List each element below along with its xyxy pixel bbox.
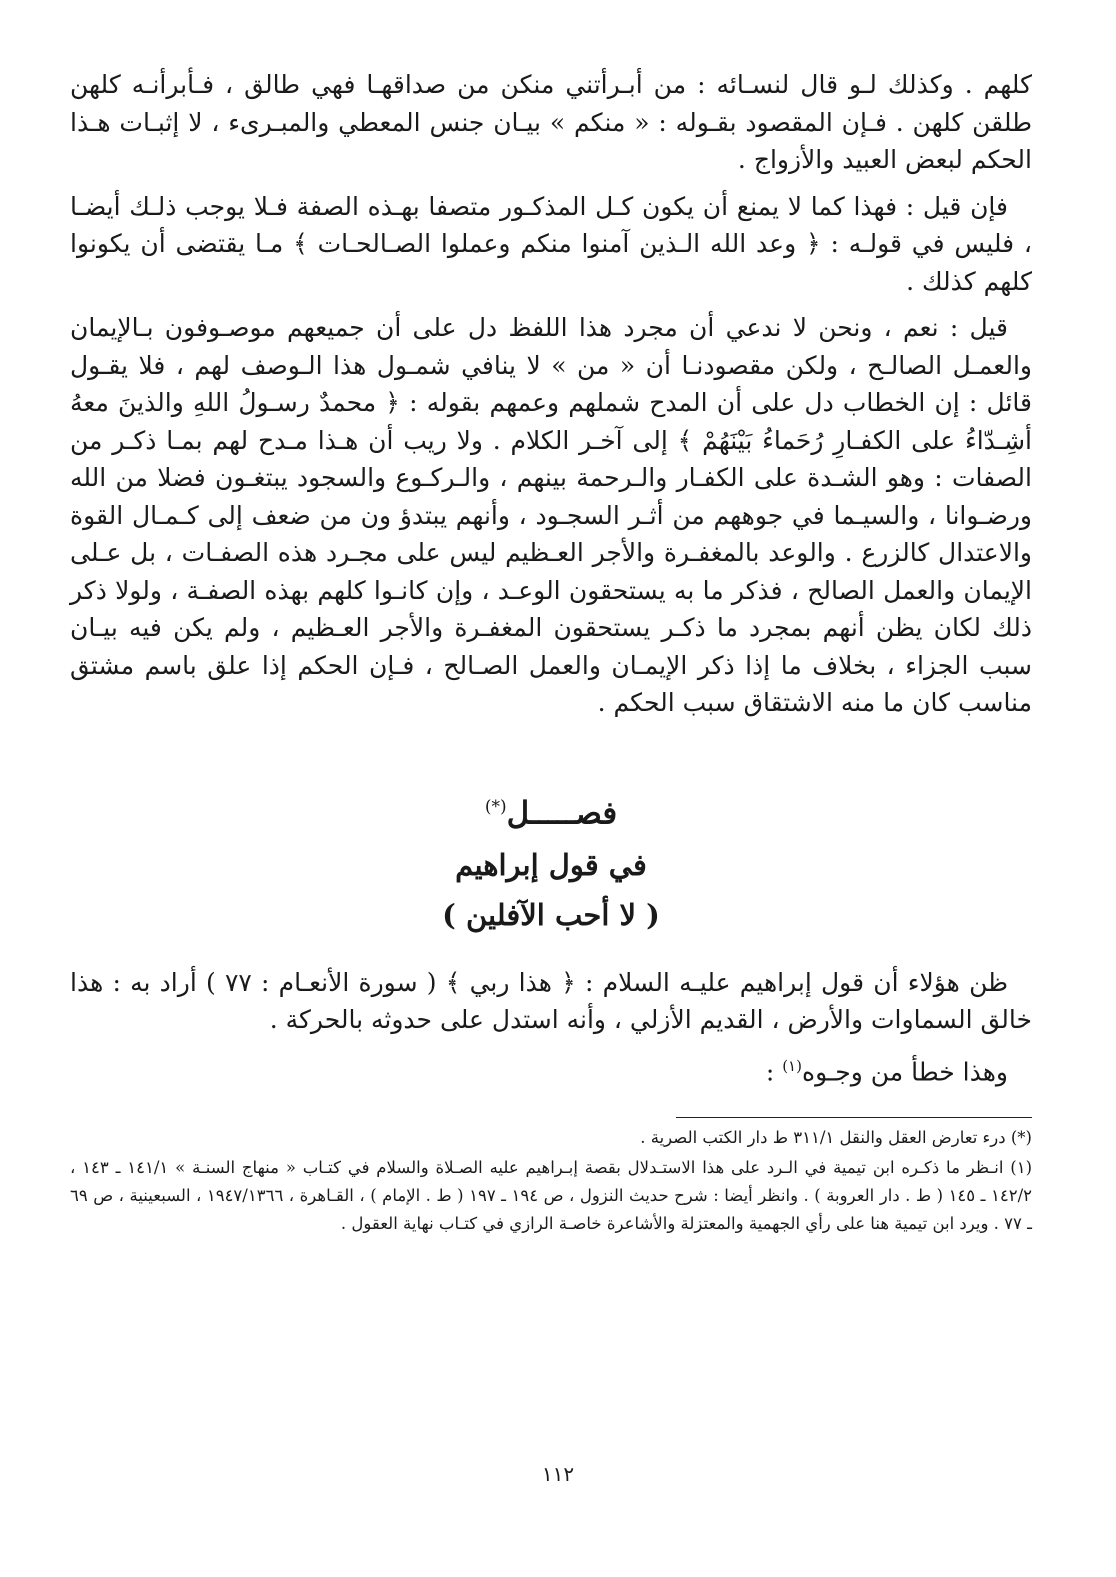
footnote-1-text: درء تعارض العقل والنقل ٣١١/١ ط دار الكتب الصرية .	[640, 1127, 1006, 1147]
section-intro-colon: :	[765, 1057, 783, 1087]
body-paragraph-3: قيل : نعم ، ونحن لا ندعي أن مجرد هذا اللفظ دل على أن جميعهم موصـوفون بـالإيمان والعمـل الصالـح ، ولكن مقصودنـا أن « من » لا ينافي شمـول هذا الـوصف لهم ، فلا يقـول قائل : إن الخطاب دل على أن المدح شملهم وعمهم بقوله : ﴿ محمدٌ رسـولُ اللهِ والذينَ معهُ أشِـدّاءُ على الكفـارِ رُحَماءُ بَيْنَهُمْ ﴾ إلى آخـر الكلام . ولا ريب أن هـذا مـدح لهم بمـا ذكـر من الصفات : وهو الشـدة على الكفـار والـرحمة بينهم ، والـركـوع والسجود يبتغـون فضلا من الله ورضـوانا ، والسيـما في جوههم من أثـر السجـود ، وأنهم يبتدؤ ون من ضعف إلى كـمـال القوة والاعتدال كالزرع . والوعد بالمغفـرة والأجر العـظيم ليس على مجـرد هذه الصفـات ، بل عـلى الإيمان والعمل الصالح ، فذكر ما به يستحقون الوعـد ، وإن كانـوا كلهم بهذه الصفـة ، ولولا ذكر ذلك لكان يظن أنهم بمجرد ما ذكـر يستحقون المغفـرة والأجر العـظيم ، ولم يكن فيه بيـان سبب الجزاء ، بخلاف ما إذا ذكر الإيمـان والعمل الصـالح ، فـإن الحكم إذا علق باسم مشتق مناسب كان ما منه الاشتقاق سبب الحكم .	[70, 313, 1032, 717]
footnote-2-marker: (١)	[1010, 1157, 1032, 1177]
section-subtitle-1: في قول إبراهيم	[455, 847, 647, 882]
section-title-text: فصـــــل	[506, 794, 618, 831]
section-title-footnote-mark: (*)	[484, 796, 507, 817]
body-paragraph-1: كلهم . وكذلك لـو قال لنسـائه : من أبـرأتني منكن من صداقهـا فهي طالق ، فـأبرأنـه كلهن طلقن كلهن . فـإن المقصود بقـوله : « منكم » بيـان جنس المعطي والمبـرىء ، لا إثبـات هـذا الحكم لبعض العبيد والأزواج .	[70, 70, 1032, 174]
footnote-2-text: انـظر ما ذكـره ابن تيمية في الـرد على هذا الاستـدلال بقصة إبـراهيم عليه الصـلاة والسلام في كتـاب « منهاج السنـة » ١٤١/١ ـ ١٤٣ ، ١٤٢/٢ ـ ١٤٥ ( ط . دار العروبة ) . وانظر أيضا : شرح حديث النزول ، ص ١٩٤ ـ ١٩٧ ( ط . الإمام ) ، القـاهرة ، ١٩٤٧/١٣٦٦ ، السبعينية ، ص ٦٩ ـ ٧٧ . ويرد ابن تيمية هنا على رأي الجهمية والمعتزلة والأشاعرة خاصـة الرازي في كتـاب نهاية العقول .	[70, 1157, 1032, 1233]
page-number: ١١٢	[541, 1462, 575, 1486]
section-heading	[70, 780, 1032, 940]
section-subtitle-2: ( لا أحب الآفلين )	[442, 897, 660, 932]
section-title	[70, 780, 1032, 840]
body-paragraph-2: فإن قيل : فهذا كما لا يمنع أن يكون كـل المذكـور متصفا بهـذه الصفة فـلا يوجب ذلـك أيضـا ، فليس في قولـه : ﴿ وعد الله الـذين آمنوا منكم وعملوا الصـالحـات ﴾ مـا يقتضى أن يكونوا كلهم كذلك .	[70, 191, 1032, 296]
section-intro-line	[70, 1048, 1032, 1091]
footnote-1-marker: (*)	[1010, 1127, 1032, 1147]
footnote-2	[70, 1154, 1032, 1238]
footnotes	[70, 1124, 1032, 1238]
footnote-1	[70, 1124, 1032, 1152]
footnote-divider	[676, 1117, 1032, 1118]
section-paragraph: ظن هؤلاء أن قول إبراهيم عليـه السلام : ﴿ هذا ربي ﴾ ( سورة الأنعـام : ٧٧ ) أراد به : هذا خالق السماوات والأرض ، القديم الأزلي ، وأنه استدل على حدوثه بالحركة .	[70, 967, 1032, 1035]
page-content	[70, 66, 1032, 1240]
section-intro-footnote-mark: (١)	[782, 1056, 802, 1075]
section-intro-text: وهذا خطأ من وجـوه	[801, 1057, 1008, 1087]
